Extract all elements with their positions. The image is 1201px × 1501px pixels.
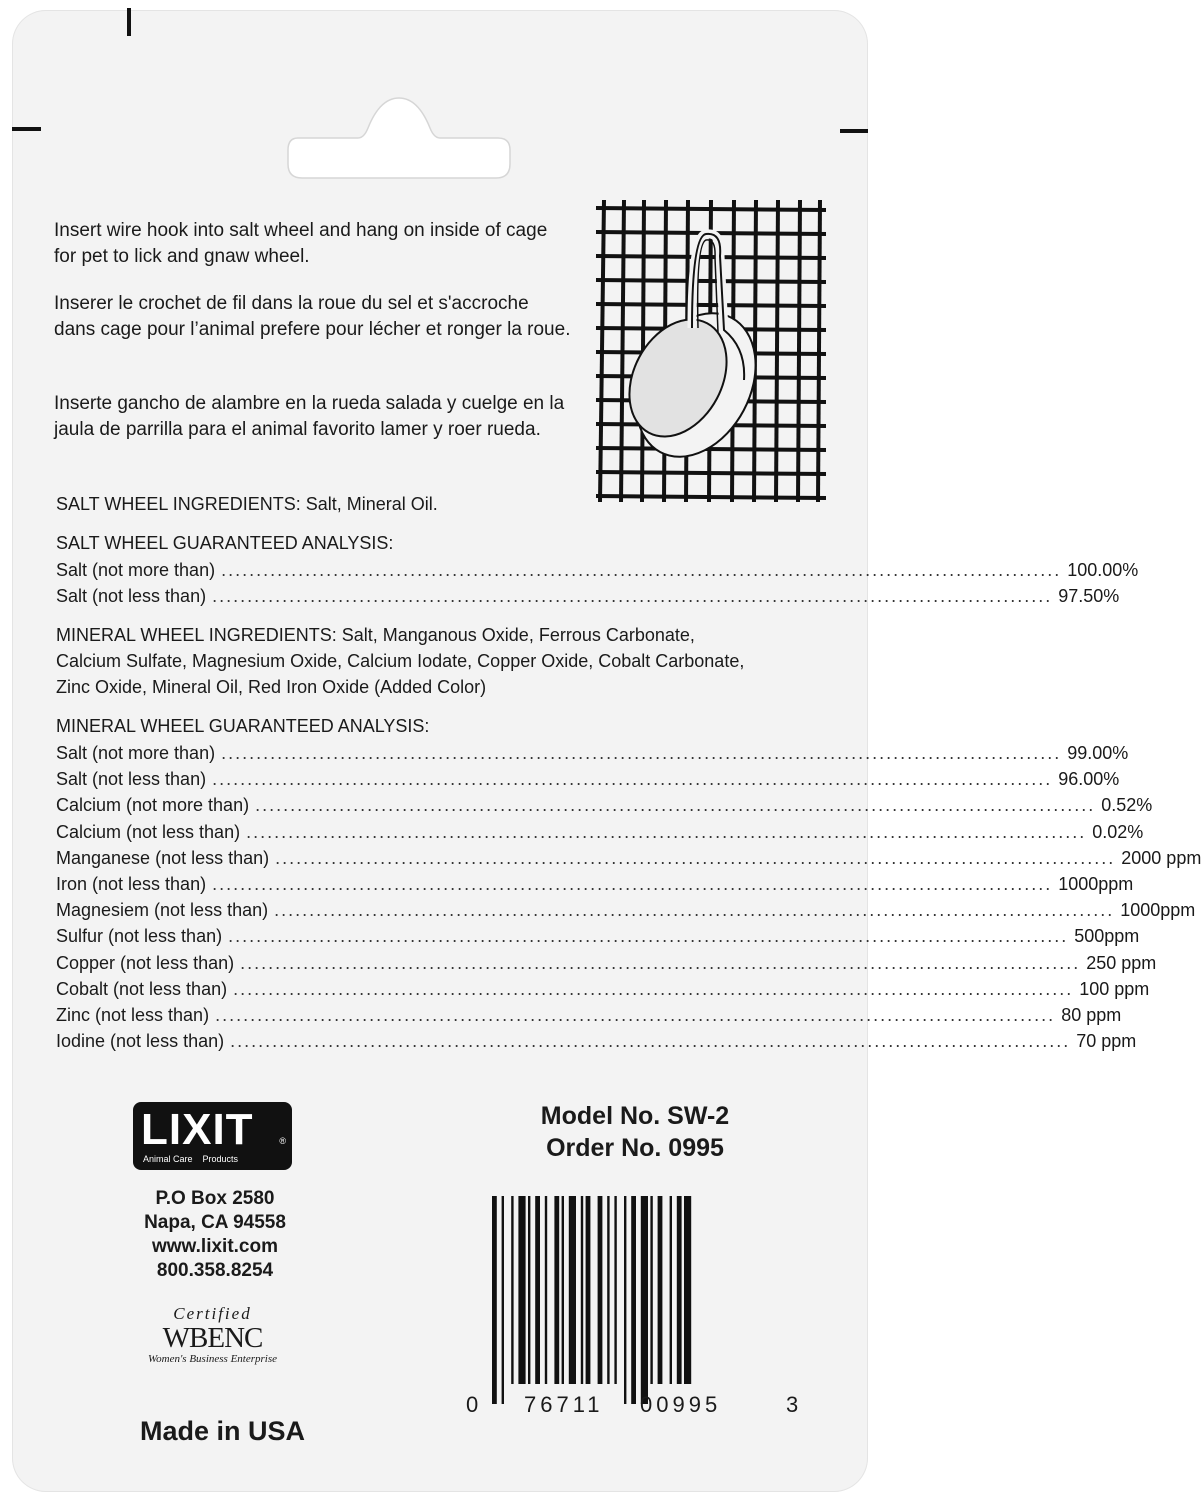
analysis-label: Calcium (not less than)	[56, 821, 241, 842]
mineral-analysis-heading: MINERAL WHEEL GUARANTEED ANALYSIS:	[56, 716, 430, 736]
analysis-label: Iron (not less than)	[56, 874, 207, 894]
analysis-value: 2000 ppm	[1121, 847, 1201, 868]
leader-dots: ........................................................................................................................	[212, 769, 1053, 790]
barcode	[492, 1196, 774, 1404]
barcode-bar	[528, 1196, 530, 1384]
barcode-bar	[511, 1196, 513, 1384]
analysis-value: 0.02%	[1092, 821, 1144, 842]
analysis-value: 80 ppm	[1061, 1005, 1122, 1025]
analysis-row	[56, 871, 1134, 897]
grid-cage-illustration	[596, 200, 826, 502]
leader-dots: ........................................................................................................................	[274, 900, 1115, 921]
leader-dots: ........................................................................................................................	[212, 874, 1053, 894]
instruction-english: Insert wire hook into salt wheel and hang on inside of cage for pet to lick and gnaw wheel.	[54, 220, 548, 267]
leader-dots: ........................................................................................................................	[233, 978, 1074, 999]
barcode-check-digit: 3	[786, 1392, 803, 1417]
barcode-bar	[569, 1196, 576, 1384]
analysis-row	[56, 1028, 1137, 1054]
barcode-bar	[586, 1196, 591, 1384]
barcode-bar	[535, 1196, 540, 1384]
leader-dots: ........................................................................................................................	[246, 821, 1087, 842]
analysis-label: Salt (not more than)	[56, 743, 216, 763]
analysis-value: 70 ppm	[1076, 1031, 1137, 1052]
barcode-bar	[502, 1196, 504, 1404]
lixit-logo	[133, 1102, 292, 1170]
leader-dots: ........................................................................................................................	[221, 560, 1062, 580]
analysis-label: Calcium (not more than)	[56, 795, 250, 816]
mineral-ingredients-line2: Calcium Sulfate, Magnesium Oxide, Calcium Iodate, Copper Oxide, Cobalt Carbonate,	[56, 651, 745, 671]
barcode-right-digits: 00995	[640, 1392, 722, 1417]
analysis-row	[56, 897, 1196, 923]
barcode-bar	[658, 1196, 663, 1384]
salt-ingredients: SALT WHEEL INGREDIENTS: Salt, Mineral Oil.	[56, 494, 438, 514]
salt-analysis-heading: SALT WHEEL GUARANTEED ANALYSIS:	[56, 533, 394, 553]
leader-dots: ........................................................................................................................	[221, 743, 1062, 763]
barcode-bar	[554, 1196, 559, 1384]
barcode-bar	[614, 1196, 616, 1384]
barcode-bar	[492, 1196, 497, 1404]
leader-dots: ........................................................................................................................	[240, 952, 1081, 973]
barcode-lead-digit: 0	[466, 1392, 483, 1417]
wbenc-caption: Women's Business Enterprise	[147, 1353, 278, 1365]
analysis-value: 100 ppm	[1079, 978, 1150, 999]
barcode-bar	[545, 1196, 547, 1384]
analysis-value: 97.50%	[1058, 586, 1120, 607]
barcode-bar	[684, 1196, 691, 1384]
analysis-value: 99.00%	[1067, 743, 1129, 763]
analysis-label: Salt (not less than)	[56, 586, 207, 607]
barcode-bar	[624, 1196, 626, 1404]
leader-dots: ........................................................................................................................	[275, 847, 1116, 868]
analysis-row	[56, 1002, 1122, 1028]
analysis-value: 0.52%	[1101, 795, 1153, 816]
analysis-value: 500ppm	[1074, 926, 1140, 947]
model-number: Model No. SW-2	[540, 1102, 730, 1130]
analysis-row	[56, 557, 1139, 583]
analysis-label: Salt (not more than)	[56, 560, 216, 580]
hang-hole	[284, 94, 514, 182]
analysis-value: 100.00%	[1067, 560, 1139, 580]
order-number: Order No. 0995	[546, 1134, 724, 1162]
analysis-row	[56, 740, 1129, 766]
barcode-bar	[607, 1196, 609, 1384]
barcode-bar	[650, 1196, 652, 1384]
analysis-row	[56, 766, 1120, 792]
barcode-bar	[631, 1196, 636, 1404]
analysis-label: Magnesiem (not less than)	[56, 900, 269, 921]
analysis-row	[56, 845, 1201, 871]
brand-name: LIXIT	[141, 1105, 254, 1154]
mineral-ingredients-line1: MINERAL WHEEL INGREDIENTS: Salt, Manganous Oxide, Ferrous Carbonate,	[56, 625, 695, 645]
made-in-usa: Made in USA	[140, 1416, 306, 1446]
barcode-left-digits: 76711	[524, 1392, 604, 1417]
analysis-row	[56, 583, 1120, 609]
address-po-box: P.O Box 2580	[155, 1188, 275, 1209]
barcode-bar	[641, 1196, 648, 1404]
analysis-row	[56, 950, 1157, 976]
crop-mark-left	[12, 127, 41, 131]
barcode-bar	[581, 1196, 583, 1384]
address-website: www.lixit.com	[152, 1236, 278, 1257]
analysis-value: 1000ppm	[1058, 874, 1134, 894]
analysis-label: Cobalt (not less than)	[56, 978, 228, 999]
crop-mark-right	[840, 129, 868, 133]
address-phone: 800.358.8254	[156, 1260, 274, 1281]
analysis-value: 1000ppm	[1120, 900, 1196, 921]
analysis-label: Copper (not less than)	[56, 952, 235, 973]
instruction-french: Inserer le crochet de fil dans la roue du sel et s'accroche dans cage pour l’animal prefere pour lécher et ronger la roue.	[54, 293, 571, 340]
barcode-bar	[518, 1196, 525, 1384]
barcode-bar	[562, 1196, 564, 1384]
analysis-label: Sulfur (not less than)	[56, 926, 223, 947]
leader-dots: ........................................................................................................................	[255, 795, 1096, 816]
analysis-value: 96.00%	[1058, 769, 1120, 790]
barcode-bar	[598, 1196, 603, 1384]
barcode-bar	[677, 1196, 682, 1384]
leader-dots: ........................................................................................................................	[215, 1005, 1056, 1025]
brand-tagline: Animal Care Products	[143, 1154, 239, 1164]
mineral-ingredients-line3: Zinc Oxide, Mineral Oil, Red Iron Oxide (Added Color)	[56, 677, 487, 697]
leader-dots: ........................................................................................................................	[212, 586, 1053, 607]
analysis-value: 250 ppm	[1086, 952, 1157, 973]
analysis-label: Zinc (not less than)	[56, 1005, 210, 1025]
analysis-label: Manganese (not less than)	[56, 847, 270, 868]
analysis-row	[56, 976, 1150, 1002]
instruction-spanish: Inserte gancho de alambre en la rueda salada y cuelge en la jaula de parrilla para el animal favorito lamer y roer rueda.	[54, 393, 565, 440]
analysis-row	[56, 923, 1140, 949]
registered-mark: ®	[279, 1136, 286, 1146]
leader-dots: ........................................................................................................................	[228, 926, 1069, 947]
crop-mark-top	[127, 8, 131, 36]
analysis-label: Salt (not less than)	[56, 769, 207, 790]
analysis-row	[56, 819, 1144, 845]
wbenc-logo: WBENC	[162, 1322, 263, 1354]
address-city: Napa, CA 94558	[144, 1212, 286, 1233]
barcode-bar	[670, 1196, 672, 1384]
certified-label: Certified	[173, 1304, 252, 1323]
leader-dots: ........................................................................................................................	[230, 1031, 1071, 1052]
analysis-row	[56, 792, 1153, 818]
analysis-label: Iodine (not less than)	[56, 1031, 225, 1052]
